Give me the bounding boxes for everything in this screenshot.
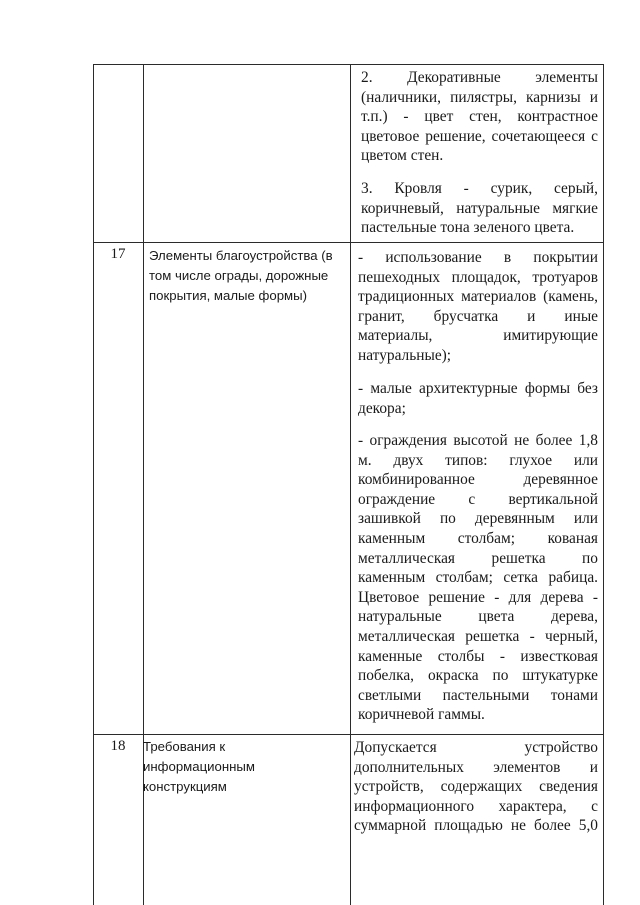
row-continuation-description-1: 2. Декоративные элементы (наличники, пилястры, карнизы и т.п.) - цвет стен, контрастное цветовое решение, сочетающееся с цветом стен. [361, 69, 598, 165]
row-17-number: 17 [110, 246, 126, 262]
table-left-border [93, 64, 94, 905]
row-17-description-1: - использование в покрытии пешеходных площадок, тротуаров традиционных материалов (камень, гранит, брусчатка и иные материалы, имитирующие натуральные); [358, 249, 598, 364]
column-divider-name [350, 64, 351, 905]
row-18-name: Требования к информационным конструкциям [143, 739, 255, 794]
row-18-description: Допускается устройство дополнительных элементов и устройств, содержащих сведения информационного характера, с суммарной площадью не более 5,0 [354, 739, 598, 835]
row-divider-18 [93, 734, 604, 735]
row-divider-17 [93, 242, 604, 243]
row-18-number: 18 [110, 738, 126, 754]
row-17-name: Элементы благоустройства (в том числе ограды, дорожные покрытия, малые формы) [149, 248, 333, 303]
row-continuation-description-2: 3. Кровля - сурик, серый, коричневый, натуральные мягкие пастельные тона зеленого цвета. [361, 180, 598, 237]
table-top-border [93, 64, 604, 65]
row-17-description-2: - малые архитектурные формы без декора; [358, 380, 598, 417]
row-17-description-3: - ограждения высотой не более 1,8 м. двух типов: глухое или комбинированное деревянное ограждение с вертикальной зашивкой по деревянным или каменным столбам; кованая металлическая решетка по каменным столбам; сетка рабица. Цветовое решение - для дерева - натуральные цвета дерева, металлическая решетка - черный, каменные столбы - известковая побелка, окраска по штукатурке светлыми пастельными тонами коричневой гаммы. [358, 432, 598, 724]
table-right-border [603, 64, 604, 905]
